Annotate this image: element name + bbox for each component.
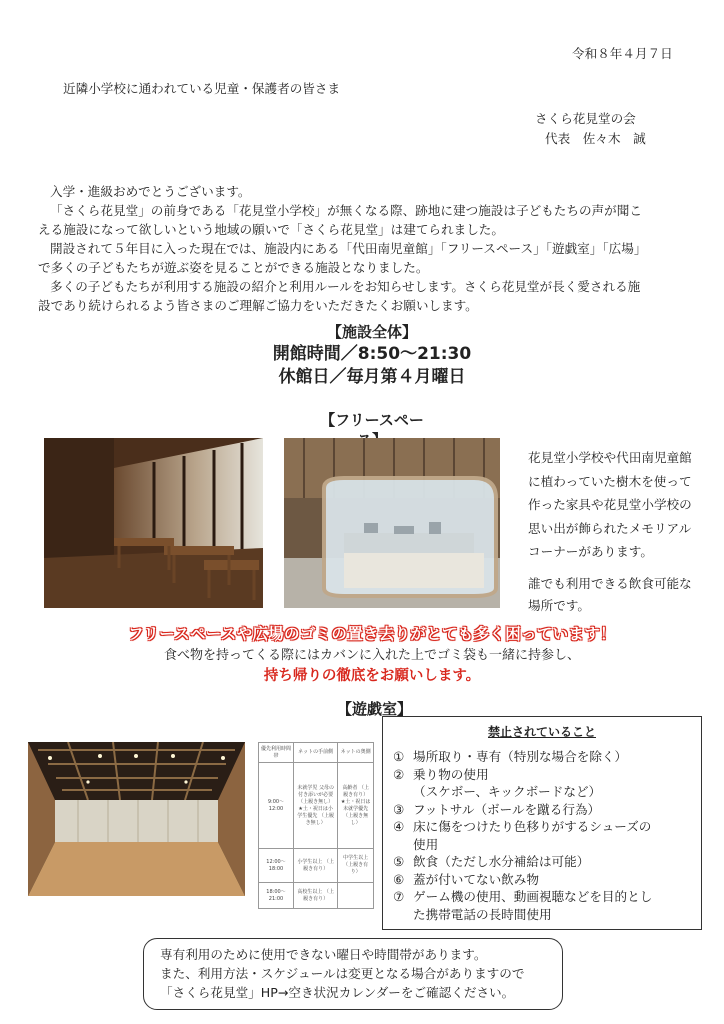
free-space-heading: 【フリースペー <box>320 411 424 429</box>
banned-item-number: ① <box>393 749 405 764</box>
banned-item <box>393 818 701 836</box>
schedule-header: ネットの奥側 <box>338 743 374 763</box>
schedule-cell: 小学生以上 （上履き有り） <box>294 849 338 883</box>
banned-item-number: ④ <box>393 819 405 834</box>
representative: 代表 佐々木 誠 <box>545 131 646 146</box>
banned-item <box>393 766 701 784</box>
banned-item-text: 蓋が付いてない飲み物 <box>413 871 539 887</box>
banned-item-text: 乗り物の使用 <box>413 766 489 782</box>
footer-notice <box>143 938 563 1010</box>
banned-item-text: た携帯電話の長時間使用 <box>413 906 552 922</box>
footer-line: 「さくら花見堂」HP→空き状況カレンダーをご確認ください。 <box>160 985 515 1000</box>
free-space-dining-photo <box>44 438 263 608</box>
banned-item-text: フットサル（ボールを蹴る行為） <box>413 801 601 817</box>
intro-line: で多くの子どもたちが遊ぶ姿を見ることができる施設となりました。 <box>38 260 429 275</box>
banned-item-number: ② <box>393 766 405 782</box>
schedule-time: 9:00～12:00 <box>259 763 294 849</box>
playroom-schedule <box>258 742 374 909</box>
closed-days: 休館日／毎月第４月曜日 <box>278 367 466 387</box>
banned-item-number: ⑥ <box>393 871 405 887</box>
banned-item-number: ⑦ <box>393 889 405 904</box>
banned-item <box>393 748 701 766</box>
description-line: 作った家具や花見堂小学校の <box>528 497 692 512</box>
schedule-cell: 中学生以上 （上履き有り） <box>338 849 374 883</box>
description-line: 場所です。 <box>528 598 590 613</box>
footer-line: 専有利用のために使用できない曜日や時間帯があります。 <box>160 947 487 962</box>
take-home-request: 持ち帰りの徹底をお願いします。 <box>263 668 481 684</box>
banned-title: 禁止されていること <box>487 725 596 739</box>
banned-item <box>393 853 701 871</box>
memorial-corner-photo <box>284 438 500 608</box>
banned-item-number: ③ <box>393 801 405 817</box>
playroom-heading: 【遊戯室】 <box>337 700 413 718</box>
description-line: 花見堂小学校や代田南児童館 <box>528 450 692 465</box>
schedule-cell: 未就学児 父母の付き添いが必要 （上履き無し） ★土・祝日は小学生優先 （上履き無し） <box>294 763 338 849</box>
banned-items-box <box>382 716 702 930</box>
schedule-time: 12:00～18:00 <box>259 849 294 883</box>
schedule-table <box>258 742 374 909</box>
banned-item-text: ゲーム機の使用、動画視聴などを目的とし <box>413 889 653 904</box>
description-line: に植わっていた樹木を使って <box>528 473 692 489</box>
banned-item <box>393 783 701 801</box>
facility-heading: 【施設全体】 <box>326 323 417 341</box>
footer-line: また、利用方法・スケジュールは変更となる場合がありますので <box>160 966 525 981</box>
date: 令和８年４月７日 <box>572 46 673 61</box>
banned-item-text: 場所取り・専有（特別な場合を除く） <box>413 749 628 764</box>
intro-line: 多くの子どもたちが利用する施設の紹介と利用ルールをお知らせします。さくら花見堂が長く愛される施 <box>50 279 641 294</box>
schedule-cell: 高校生以上 （上履き有り） <box>294 883 338 909</box>
intro-line: 「さくら花見堂」の前身である「花見堂小学校」が無くなる際、跡地に建つ施設は子どもたちの声が聞こ <box>50 203 642 218</box>
garbage-warning: フリースペースや広場のゴミの置き去りがとても多く困っています！ <box>128 625 616 643</box>
banned-item <box>393 906 701 924</box>
banned-item <box>393 871 701 889</box>
playroom-photo <box>28 742 245 896</box>
schedule-cell <box>338 883 374 909</box>
banned-item <box>393 836 701 854</box>
intro-line: える施設になって欲しいという地域の願いで「さくら花見堂」は建てられました。 <box>38 222 504 237</box>
banned-item-text: 飲食（ただし水分補給は可能） <box>413 854 590 869</box>
description-line: 誰でも利用できる飲食可能な <box>528 576 692 591</box>
free-space-description <box>528 446 692 564</box>
description-line: コーナーがあります。 <box>528 544 653 559</box>
banned-item-text: 使用 <box>413 836 439 852</box>
description-line: 思い出が飾られたメモリアル <box>528 520 692 536</box>
intro-line: 入学・進級おめでとうございます。 <box>50 184 251 199</box>
banned-item <box>393 888 701 906</box>
addressee: 近隣小学校に通われている児童・保護者の皆さま <box>63 81 341 96</box>
schedule-time: 18:00～21:00 <box>259 883 294 909</box>
organization-name: さくら花見堂の会 <box>535 111 636 126</box>
schedule-header: ネットの手前側 <box>294 743 338 763</box>
footer-lines <box>160 945 562 1002</box>
intro-line: 開設されて５年目に入った現在では、施設内にある「代田南児童館」「フリースペース」「遊戯室」「広場」 <box>50 241 647 256</box>
banned-item-text: （スケボー、キックボードなど） <box>413 784 602 799</box>
intro-paragraph <box>38 182 646 315</box>
banned-item <box>393 801 701 819</box>
banned-list <box>393 748 701 923</box>
opening-hours: 開館時間／8:50～21:30 <box>272 344 472 364</box>
intro-line: 設であり続けられるよう皆さまのご理解ご協力をいただきたくお願いします。 <box>38 298 478 313</box>
free-space-description-2 <box>528 573 692 617</box>
schedule-cell: 高齢者 （上履き有り） ★土・祝日は未就学優先 （上履き無し） <box>338 763 374 849</box>
banned-item-text: 床に傷をつけたり色移りがするシューズの <box>413 819 652 834</box>
garbage-note: 食べ物を持ってくる際にはカバンに入れた上でゴミ袋も一緒に持参し、 <box>163 648 580 663</box>
banned-item-number: ⑤ <box>393 854 405 869</box>
schedule-header: 優先利用時間帯 <box>259 743 294 763</box>
